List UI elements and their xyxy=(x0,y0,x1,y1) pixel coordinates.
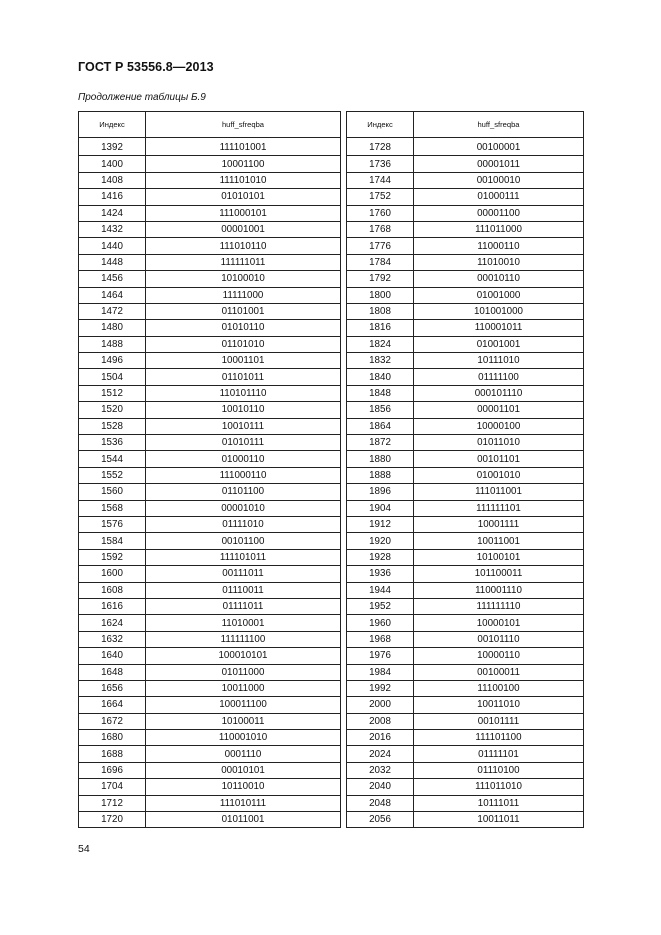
index-cell: 1680 xyxy=(79,730,146,746)
value-cell: 00100011 xyxy=(414,664,584,680)
table-row xyxy=(79,680,341,696)
column-header-value: huff_sfreqba xyxy=(414,112,584,138)
table-row xyxy=(347,467,584,483)
right-table xyxy=(346,111,584,828)
index-cell: 1616 xyxy=(79,598,146,614)
table-row xyxy=(79,189,341,205)
value-cell: 10011011 xyxy=(414,812,584,828)
table-row xyxy=(79,353,341,369)
index-cell: 1624 xyxy=(79,615,146,631)
index-cell: 1880 xyxy=(347,451,414,467)
table-row xyxy=(79,582,341,598)
index-cell: 1888 xyxy=(347,467,414,483)
table-row xyxy=(79,138,341,156)
index-cell: 2056 xyxy=(347,812,414,828)
table-row xyxy=(79,779,341,795)
value-cell: 00010101 xyxy=(146,762,341,778)
table-row xyxy=(79,402,341,418)
index-cell: 1912 xyxy=(347,516,414,532)
value-cell: 01111100 xyxy=(414,369,584,385)
value-cell: 01101011 xyxy=(146,369,341,385)
value-cell: 00001101 xyxy=(414,402,584,418)
value-cell: 01111101 xyxy=(414,746,584,762)
index-cell: 1400 xyxy=(79,156,146,172)
index-cell: 1544 xyxy=(79,451,146,467)
value-cell: 00100001 xyxy=(414,138,584,156)
value-cell: 111000101 xyxy=(146,205,341,221)
value-cell: 00010110 xyxy=(414,271,584,287)
index-cell: 1648 xyxy=(79,664,146,680)
value-cell: 10111011 xyxy=(414,795,584,811)
value-cell: 111101100 xyxy=(414,730,584,746)
table-row xyxy=(347,271,584,287)
value-cell: 10000101 xyxy=(414,615,584,631)
index-cell: 1688 xyxy=(79,746,146,762)
value-cell: 01011001 xyxy=(146,812,341,828)
table-row xyxy=(79,418,341,434)
table-row xyxy=(79,385,341,401)
index-cell: 1560 xyxy=(79,484,146,500)
index-cell: 2008 xyxy=(347,713,414,729)
value-cell: 01001010 xyxy=(414,467,584,483)
table-row xyxy=(79,516,341,532)
table-row xyxy=(347,533,584,549)
table-row xyxy=(347,516,584,532)
value-cell: 111011000 xyxy=(414,221,584,237)
table-row xyxy=(79,336,341,352)
table-row xyxy=(347,697,584,713)
table-row xyxy=(347,353,584,369)
table-row xyxy=(347,500,584,516)
index-cell: 1720 xyxy=(79,812,146,828)
table-row xyxy=(347,746,584,762)
table-row xyxy=(347,303,584,319)
value-cell: 101100011 xyxy=(414,566,584,582)
value-cell: 01101010 xyxy=(146,336,341,352)
table-row xyxy=(347,287,584,303)
value-cell: 110001010 xyxy=(146,730,341,746)
value-cell: 01001001 xyxy=(414,336,584,352)
table-row xyxy=(347,549,584,565)
value-cell: 00101111 xyxy=(414,713,584,729)
value-cell: 111010110 xyxy=(146,238,341,254)
index-cell: 1800 xyxy=(347,287,414,303)
table-row xyxy=(347,336,584,352)
table-row xyxy=(347,320,584,336)
value-cell: 01011000 xyxy=(146,664,341,680)
document-header: ГОСТ Р 53556.8—2013 xyxy=(78,60,214,74)
table-row xyxy=(347,598,584,614)
table-row xyxy=(347,713,584,729)
value-cell: 111111011 xyxy=(146,254,341,270)
table-row xyxy=(347,205,584,221)
index-cell: 1568 xyxy=(79,500,146,516)
value-cell: 10001101 xyxy=(146,353,341,369)
table-row xyxy=(79,795,341,811)
index-cell: 1944 xyxy=(347,582,414,598)
index-cell: 1664 xyxy=(79,697,146,713)
index-cell: 1856 xyxy=(347,402,414,418)
index-cell: 1536 xyxy=(79,435,146,451)
value-cell: 01010101 xyxy=(146,189,341,205)
index-cell: 2040 xyxy=(347,779,414,795)
index-cell: 1528 xyxy=(79,418,146,434)
value-cell: 00001011 xyxy=(414,156,584,172)
value-cell: 11000110 xyxy=(414,238,584,254)
index-cell: 1480 xyxy=(79,320,146,336)
table-row xyxy=(79,287,341,303)
table-row xyxy=(347,795,584,811)
index-cell: 1728 xyxy=(347,138,414,156)
table-row xyxy=(347,156,584,172)
value-cell: 00111011 xyxy=(146,566,341,582)
index-cell: 1576 xyxy=(79,516,146,532)
table-row xyxy=(79,500,341,516)
value-cell: 10010111 xyxy=(146,418,341,434)
value-cell: 01011010 xyxy=(414,435,584,451)
table-row xyxy=(347,451,584,467)
table-row xyxy=(347,221,584,237)
index-cell: 1512 xyxy=(79,385,146,401)
value-cell: 01101100 xyxy=(146,484,341,500)
index-cell: 1712 xyxy=(79,795,146,811)
index-cell: 2016 xyxy=(347,730,414,746)
index-cell: 1872 xyxy=(347,435,414,451)
table-row xyxy=(347,172,584,188)
index-cell: 1936 xyxy=(347,566,414,582)
table-row xyxy=(79,205,341,221)
table-row xyxy=(79,467,341,483)
value-cell: 10100101 xyxy=(414,549,584,565)
value-cell: 110001110 xyxy=(414,582,584,598)
index-cell: 1920 xyxy=(347,533,414,549)
table-caption: Продолжение таблицы Б.9 xyxy=(78,92,206,103)
table-row xyxy=(347,566,584,582)
value-cell: 111000110 xyxy=(146,467,341,483)
value-cell: 111111101 xyxy=(414,500,584,516)
value-cell: 10001100 xyxy=(146,156,341,172)
index-cell: 1768 xyxy=(347,221,414,237)
index-cell: 1496 xyxy=(79,353,146,369)
value-cell: 10001111 xyxy=(414,516,584,532)
index-cell: 1432 xyxy=(79,221,146,237)
value-cell: 100010101 xyxy=(146,648,341,664)
table-row xyxy=(79,566,341,582)
index-cell: 1864 xyxy=(347,418,414,434)
index-cell: 1784 xyxy=(347,254,414,270)
table-row xyxy=(79,172,341,188)
table-row xyxy=(79,254,341,270)
value-cell: 10100011 xyxy=(146,713,341,729)
index-cell: 1968 xyxy=(347,631,414,647)
index-cell: 1472 xyxy=(79,303,146,319)
table-row xyxy=(79,238,341,254)
table-row xyxy=(79,762,341,778)
table-row xyxy=(347,385,584,401)
table-row xyxy=(347,189,584,205)
index-cell: 1760 xyxy=(347,205,414,221)
value-cell: 10011001 xyxy=(414,533,584,549)
index-cell: 1608 xyxy=(79,582,146,598)
index-cell: 1776 xyxy=(347,238,414,254)
table-row xyxy=(79,549,341,565)
value-cell: 11010010 xyxy=(414,254,584,270)
value-cell: 01001000 xyxy=(414,287,584,303)
value-cell: 11111000 xyxy=(146,287,341,303)
index-cell: 1504 xyxy=(79,369,146,385)
index-cell: 1960 xyxy=(347,615,414,631)
table-row xyxy=(347,615,584,631)
table-row xyxy=(79,631,341,647)
column-header-index: Индекс xyxy=(347,112,414,138)
table-row xyxy=(347,582,584,598)
table-row xyxy=(79,221,341,237)
index-cell: 1808 xyxy=(347,303,414,319)
table-row xyxy=(347,680,584,696)
value-cell: 100011100 xyxy=(146,697,341,713)
index-cell: 1952 xyxy=(347,598,414,614)
value-cell: 01111011 xyxy=(146,598,341,614)
index-cell: 1448 xyxy=(79,254,146,270)
table-row xyxy=(79,598,341,614)
page-number: 54 xyxy=(78,843,90,855)
index-cell: 1640 xyxy=(79,648,146,664)
value-cell: 10110010 xyxy=(146,779,341,795)
value-cell: 01000111 xyxy=(414,189,584,205)
table-row xyxy=(347,730,584,746)
index-cell: 1408 xyxy=(79,172,146,188)
index-cell: 1816 xyxy=(347,320,414,336)
table-row xyxy=(347,369,584,385)
index-cell: 2048 xyxy=(347,795,414,811)
table-row xyxy=(347,664,584,680)
index-cell: 1632 xyxy=(79,631,146,647)
table-row xyxy=(79,369,341,385)
value-cell: 10000110 xyxy=(414,648,584,664)
table-row xyxy=(79,435,341,451)
table-row xyxy=(347,779,584,795)
index-cell: 1824 xyxy=(347,336,414,352)
table-row xyxy=(347,812,584,828)
value-cell: 111111100 xyxy=(146,631,341,647)
column-header-index: Индекс xyxy=(79,112,146,138)
table-row xyxy=(347,254,584,270)
value-cell: 00101100 xyxy=(146,533,341,549)
value-cell: 01010111 xyxy=(146,435,341,451)
table-row xyxy=(79,303,341,319)
value-cell: 10000100 xyxy=(414,418,584,434)
value-cell: 10011000 xyxy=(146,680,341,696)
index-cell: 2032 xyxy=(347,762,414,778)
table-row xyxy=(79,812,341,828)
table-row xyxy=(79,156,341,172)
index-cell: 1992 xyxy=(347,680,414,696)
index-cell: 1904 xyxy=(347,500,414,516)
index-cell: 1896 xyxy=(347,484,414,500)
index-cell: 1488 xyxy=(79,336,146,352)
value-cell: 111111110 xyxy=(414,598,584,614)
index-cell: 1584 xyxy=(79,533,146,549)
value-cell: 00001100 xyxy=(414,205,584,221)
value-cell: 00101110 xyxy=(414,631,584,647)
index-cell: 1840 xyxy=(347,369,414,385)
column-header-value: huff_sfreqba xyxy=(146,112,341,138)
value-cell: 111010111 xyxy=(146,795,341,811)
table-row xyxy=(79,533,341,549)
left-table xyxy=(78,111,341,828)
table-row xyxy=(79,451,341,467)
index-cell: 1520 xyxy=(79,402,146,418)
index-cell: 1744 xyxy=(347,172,414,188)
table-row xyxy=(79,697,341,713)
index-cell: 1464 xyxy=(79,287,146,303)
index-cell: 1656 xyxy=(79,680,146,696)
value-cell: 01111010 xyxy=(146,516,341,532)
index-cell: 1456 xyxy=(79,271,146,287)
value-cell: 111101010 xyxy=(146,172,341,188)
index-cell: 1704 xyxy=(79,779,146,795)
value-cell: 000101110 xyxy=(414,385,584,401)
value-cell: 110001011 xyxy=(414,320,584,336)
table-row xyxy=(347,238,584,254)
index-cell: 1552 xyxy=(79,467,146,483)
value-cell: 01000110 xyxy=(146,451,341,467)
value-cell: 01110011 xyxy=(146,582,341,598)
index-cell: 1672 xyxy=(79,713,146,729)
value-cell: 110101110 xyxy=(146,385,341,401)
value-cell: 01101001 xyxy=(146,303,341,319)
value-cell: 10100010 xyxy=(146,271,341,287)
index-cell: 1928 xyxy=(347,549,414,565)
index-cell: 2024 xyxy=(347,746,414,762)
index-cell: 1416 xyxy=(79,189,146,205)
value-cell: 111101011 xyxy=(146,549,341,565)
table-row xyxy=(79,746,341,762)
value-cell: 111011010 xyxy=(414,779,584,795)
value-cell: 00001010 xyxy=(146,500,341,516)
index-cell: 1832 xyxy=(347,353,414,369)
value-cell: 10011010 xyxy=(414,697,584,713)
index-cell: 2000 xyxy=(347,697,414,713)
index-cell: 1984 xyxy=(347,664,414,680)
value-cell: 01110100 xyxy=(414,762,584,778)
value-cell: 11010001 xyxy=(146,615,341,631)
table-row xyxy=(79,320,341,336)
table-row xyxy=(79,664,341,680)
table-row xyxy=(79,615,341,631)
value-cell: 111011001 xyxy=(414,484,584,500)
table-row xyxy=(347,138,584,156)
value-cell: 11100100 xyxy=(414,680,584,696)
index-cell: 1592 xyxy=(79,549,146,565)
table-row xyxy=(79,484,341,500)
table-row xyxy=(347,631,584,647)
table-row xyxy=(79,713,341,729)
index-cell: 1848 xyxy=(347,385,414,401)
table-row xyxy=(347,762,584,778)
table-row xyxy=(79,271,341,287)
index-cell: 1736 xyxy=(347,156,414,172)
table-row xyxy=(347,418,584,434)
table-row xyxy=(79,730,341,746)
value-cell: 10010110 xyxy=(146,402,341,418)
table-row xyxy=(347,648,584,664)
index-cell: 1792 xyxy=(347,271,414,287)
table-row xyxy=(79,648,341,664)
value-cell: 101001000 xyxy=(414,303,584,319)
table-row xyxy=(347,402,584,418)
value-cell: 00001001 xyxy=(146,221,341,237)
index-cell: 1752 xyxy=(347,189,414,205)
value-cell: 10111010 xyxy=(414,353,584,369)
value-cell: 00101101 xyxy=(414,451,584,467)
index-cell: 1440 xyxy=(79,238,146,254)
value-cell: 111101001 xyxy=(146,138,341,156)
index-cell: 1696 xyxy=(79,762,146,778)
table-area xyxy=(78,111,583,827)
table-row xyxy=(347,484,584,500)
index-cell: 1392 xyxy=(79,138,146,156)
value-cell: 0001110 xyxy=(146,746,341,762)
index-cell: 1600 xyxy=(79,566,146,582)
index-cell: 1424 xyxy=(79,205,146,221)
value-cell: 01010110 xyxy=(146,320,341,336)
table-row xyxy=(347,435,584,451)
index-cell: 1976 xyxy=(347,648,414,664)
value-cell: 00100010 xyxy=(414,172,584,188)
